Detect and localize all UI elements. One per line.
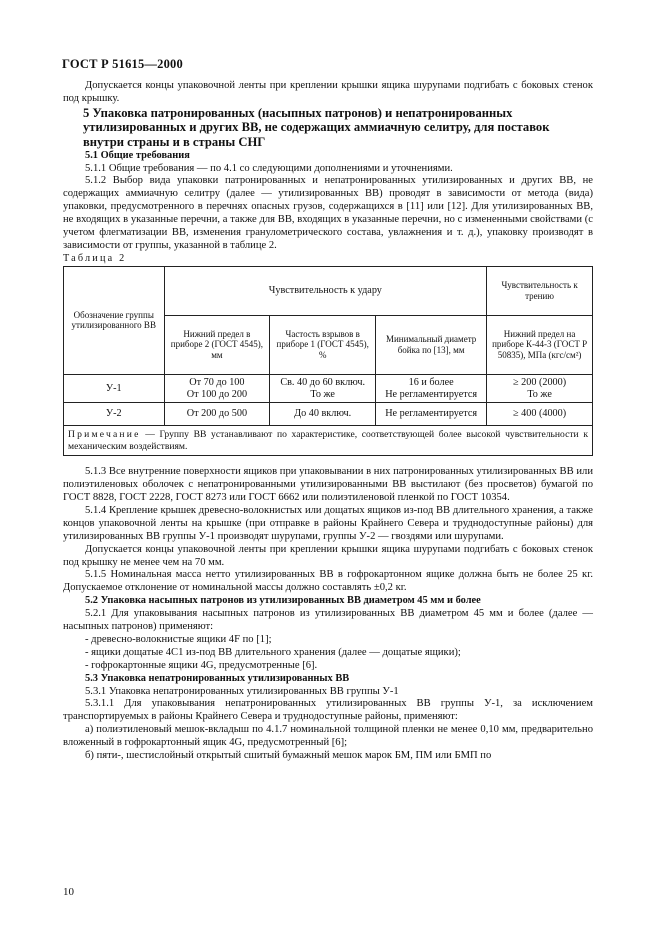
table-caption: Таблица 2 [63,252,127,264]
list-item: - древесно-волокнистые ящики 4F по [1]; [85,633,272,645]
document-header: ГОСТ Р 51615—2000 [62,57,183,71]
cell-friction [487,374,593,403]
table-note-row [64,426,593,456]
section-title: 5 Упаковка патронированных (насыпных патронов) и непатронированных утилизированных и других ВВ, не содержащих аммиачную селитру, для поставок внутри страны и в страны СНГ [83,105,550,149]
header-group: Обозначение группы утилизированного ВВ [64,266,165,374]
paragraph-b: б) пяти-, шестислойный открытый сшитый бумажный мешок марок БМ, ПМ или БМП по [85,750,492,762]
cell-group: У-1 [64,374,165,403]
paragraph-5-1-2: 5.1.2 Выбор вида упаковки патронированных и непатронированных утилизированных и других ВВ, не содержащих аммиачную селитру (далее — утилизированных ВВ) проводят в зависимости от метода (вида) упаковки, предусмотренного в перечнях опасных грузов, содержащихся в [11] или [12]. Для утилизированных ВВ, не входящих в указанные перечни, а также для ВВ, входящих в указанные перечни, но с измененными свойствами (с учетом флегматизации ВВ, изменения гранулометрического состава, увлажнения и т. д.), упаковку производят в зависимости от группы, указанной в таблице 2. [63,175,593,251]
cell-frequency: До 40 включ. [270,403,376,426]
paragraph-5-2-1: 5.2.1 Для упаковывания насыпных патронов из утилизированных ВВ диаметром 45 мм и более (далее — насыпных патронов) применяют: [63,608,593,633]
cell-line: Св. 40 до 60 включ. [280,376,366,388]
subsection-title-5-3: 5.3 Упаковка непатронированных утилизированных ВВ [85,672,350,684]
note-label: Примечание [68,429,141,441]
paragraph-a: а) полиэтиленовый мешок-вкладыш по 4.1.7 номинальной толщиной пленки не менее 0,10 мм, предварительно вложенный в гофрокартонный ящик 4G, предусмотренный [6]; [63,724,593,749]
page-number: 10 [63,886,74,898]
cell-line: ≥ 200 (2000) [513,376,567,388]
cell-diameter [376,374,487,403]
list-item: - ящики дощатые 4С1 из-под ВВ длительного хранения (далее — дощатые ящики); [85,646,461,658]
header-explosion-frequency: Частость взрывов в приборе 1 (ГОСТ 4545), % [270,315,376,374]
table-row [64,403,593,426]
subsection-title-5-2: 5.2 Упаковка насыпных патронов из утилизированных ВВ диаметром 45 мм и более [85,595,481,607]
paragraph-5-1-1: 5.1.1 Общие требования — по 4.1 со следующими дополнениями и уточнениями. [85,162,453,174]
cell-line: То же [310,388,335,400]
table-row [64,374,593,403]
list-item: - гофрокартонные ящики 4G, предусмотренные [6]. [85,659,318,671]
cell-group: У-2 [64,403,165,426]
cell-frequency [270,374,376,403]
table-note [64,426,593,456]
paragraph-5-1-3: 5.1.3 Все внутренние поверхности ящиков при упаковывании в них патронированных утилизированных ВВ или полиэтиленовых оболочек с непатронированными утилизированными ВВ выстилают (без просветов) бумагой по ГОСТ 8828, ГОСТ 2228, ГОСТ 8273 или ГОСТ 6662 или полиэтиленовой пленкой по ГОСТ 10354. [63,466,593,503]
cell-lower-limit [164,374,270,403]
table-2 [63,266,593,456]
intro-paragraph: Допускается концы упаковочной ленты при креплении крышки ящика шурупами подгибать с боковых стенок под крышку. [63,80,593,104]
header-friction-limit: Нижний предел на приборе К-44-3 (ГОСТ Р 50835), МПа (кгс/см²) [487,315,593,374]
cell-line: Не регламентируется [385,388,478,400]
cell-line: То же [527,388,552,400]
paragraph-5-1-5: 5.1.5 Номинальная масса нетто утилизированных ВВ в гофрокартонном ящике должна быть не более 25 кг. Допускаемое отклонение от номинальной массы должно составлять ±0,2 кг. [63,569,593,594]
paragraph-5-3-1: 5.3.1 Упаковка непатронированных утилизированных ВВ группы У-1 [85,685,399,697]
paragraph-5-1-4-note: Допускается концы упаковочной ленты при креплении крышки ящика шурупами подгибать с боковых стенок под крышку не менее чем на 70 мм. [63,543,593,568]
page-content [63,80,593,763]
header-striker-diameter: Минимальный диаметр бойка по [13], мм [376,315,487,374]
note-text: — Группу ВВ устанавливают по характеристике, соответствующей более высокой чувствительности к механическим воздействиям. [68,429,588,452]
table-header-row [64,266,593,315]
subsection-title-5-1: 5.1 Общие требования [85,149,190,161]
cell-diameter: Не регламентируется [376,403,487,426]
cell-lower-limit: От 200 до 500 [164,403,270,426]
paragraph-5-1-4: 5.1.4 Крепление крышек древесно-волокнистых или дощатых ящиков из-под ВВ длительного хранения, а также концов упаковочной ленты на крышке (при отправке в районы Крайнего Севера и труднодоступные районы) для утилизированных ВВ группы У-1 производят шурупами, группы У-2 — гвоздями или шурупами. [63,504,593,542]
paragraph-5-3-1-1: 5.3.1.1 Для упаковывания непатронированных утилизированных ВВ группы У-1, за исключением транспортируемых в районы Крайнего Севера и труднодоступные районы, применяют: [63,698,593,723]
header-friction: Чувствительность к трению [487,266,593,315]
header-lower-limit: Нижний предел в приборе 2 (ГОСТ 4545), мм [164,315,270,374]
cell-line: От 100 до 200 [186,388,248,400]
cell-friction: ≥ 400 (4000) [487,403,593,426]
header-impact: Чувствительность к удару [164,266,487,315]
cell-line: 16 и более [408,376,454,388]
cell-line: От 70 до 100 [189,376,245,388]
